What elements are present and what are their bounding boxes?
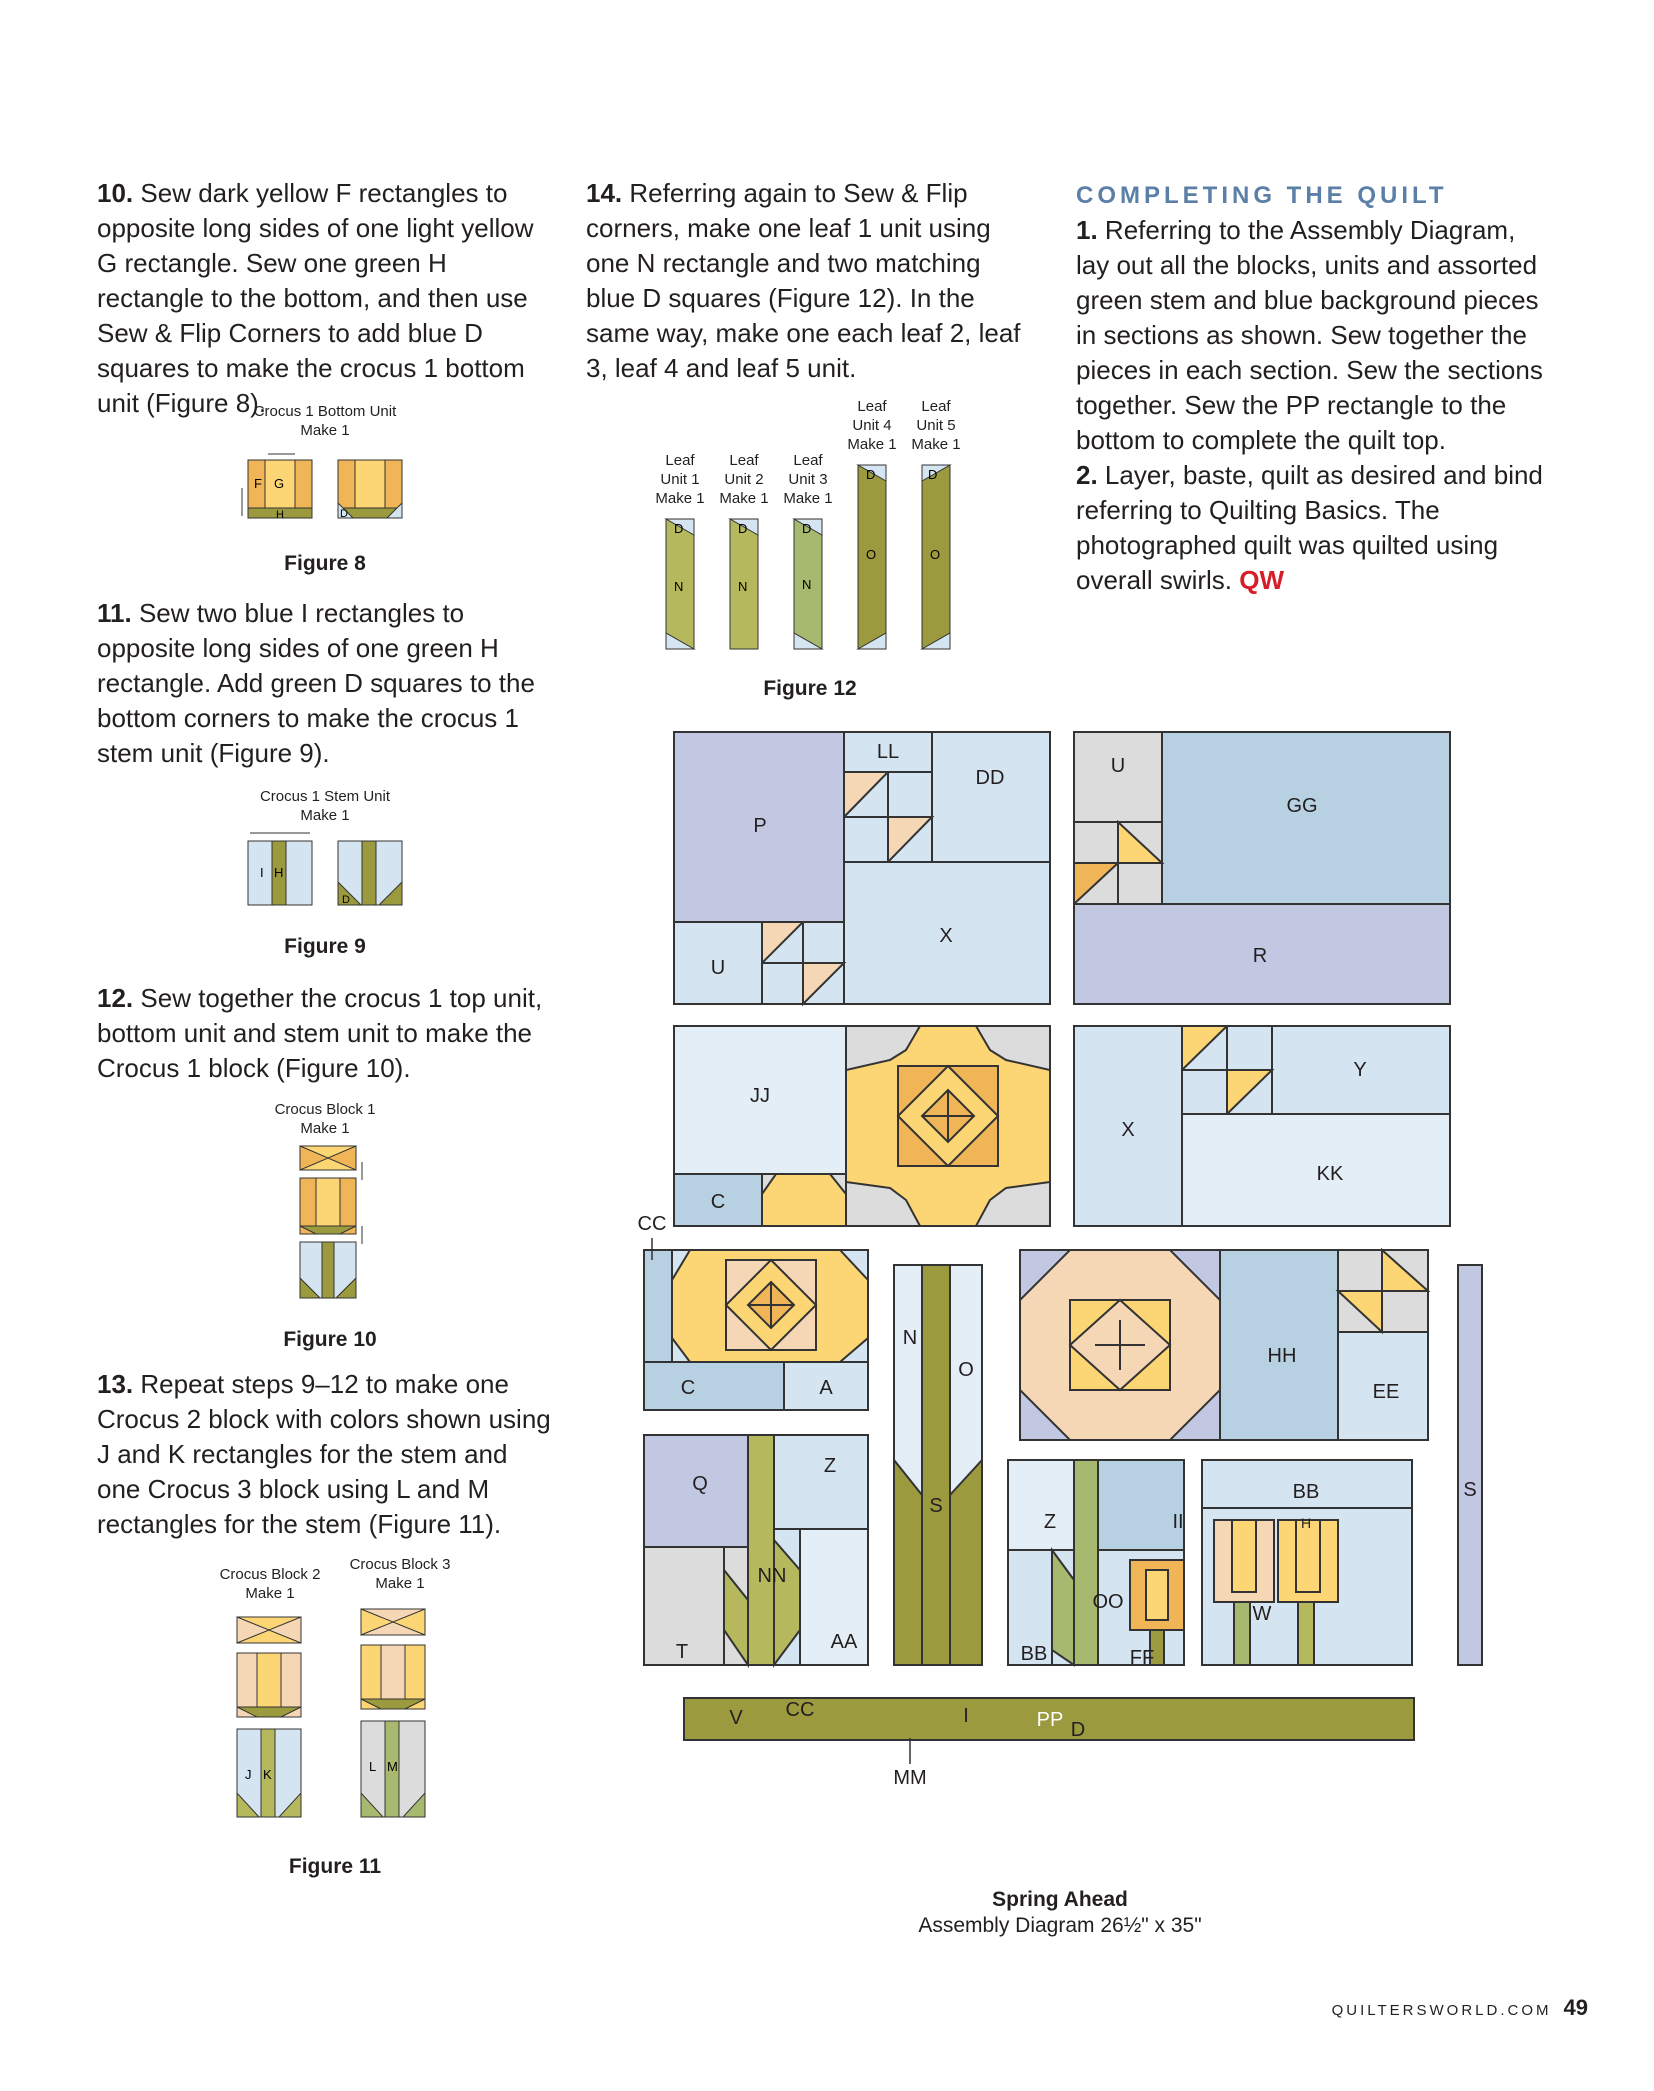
column-1c	[97, 981, 547, 1086]
figure-10-label: Crocus Block 1 Make 1	[274, 1101, 376, 1137]
svg-text:K: K	[263, 1767, 272, 1782]
label-NN: NN	[757, 1565, 787, 1587]
step-14: 14. Referring again to Sew & Flip corners, make one leaf 1 unit using one N rectangle and two matching blue D squares (Figure 12). In the same way, make one each leaf 2, leaf 3, leaf 4 and leaf 5 unit.	[586, 178, 1021, 383]
step-12: 12. Sew together the crocus 1 top unit, bottom unit and stem unit to make the Crocus 1 block (Figure 10).	[97, 983, 543, 1083]
leaf-label-3: Leaf Unit 3 Make 1	[783, 452, 833, 507]
figure-11-diagram	[205, 1607, 465, 1847]
label-O: O	[958, 1359, 974, 1381]
figure-12	[650, 395, 970, 705]
label-T: T	[675, 1641, 689, 1663]
svg-text:M: M	[387, 1759, 398, 1774]
label-V: V	[729, 1707, 743, 1729]
svg-text:O: O	[930, 547, 941, 562]
svg-text:J: J	[245, 1767, 252, 1782]
step-10: 10. Sew dark yellow F rectangles to opposite long sides of one light yellow G rectangle. Sew one green H rectangle to the bottom, and then use Sew & Flip Corners to add blue D squares to make the crocus 1 bottom unit (Figure 8).	[97, 178, 534, 418]
label-Z2: Z	[1043, 1511, 1057, 1533]
label-AA: AA	[830, 1631, 858, 1653]
svg-text:O: O	[866, 547, 877, 562]
svg-text:D: D	[866, 467, 876, 482]
label-S2: S	[1463, 1479, 1477, 1501]
label-DD: DD	[975, 767, 1005, 789]
label-JJ: JJ	[750, 1085, 770, 1107]
assembly-diagram	[630, 720, 1630, 1930]
step-13: 13. Repeat steps 9–12 to make one Crocus 2 block with colors shown using J and K rectangles for the stem and one Crocus 3 block using L and M rectangles for the stem (Figure 11).	[97, 1369, 551, 1539]
figure-10-caption: Figure 10	[283, 1328, 377, 1351]
svg-text:D: D	[342, 894, 350, 906]
label-BB1: BB	[1020, 1643, 1048, 1665]
column-1d	[97, 1367, 557, 1542]
column-3	[1076, 178, 1546, 598]
label-D: D	[1070, 1719, 1086, 1741]
section-heading: COMPLETING THE QUILT	[1076, 182, 1448, 209]
figure-11	[205, 1555, 465, 1885]
svg-text:N: N	[674, 579, 684, 594]
label-FF: FF	[1129, 1647, 1155, 1669]
step-11: 11. Sew two blue I rectangles to opposite long sides of one green H rectangle. Add green D squares to the bottom corners to make the crocus 1 stem unit (Figure 9).	[97, 598, 535, 768]
completing-step-2: 2. Layer, baste, quilt as desired and bind referring to Quilting Basics. The photographed quilt was quilted using overall swirls. QW	[1076, 460, 1543, 595]
svg-text:F: F	[254, 476, 262, 491]
footer-site: QUILTERSWORLD.COM	[1331, 2002, 1552, 2019]
figure-9-diagram	[230, 827, 420, 917]
qw-logo: QW	[1239, 565, 1285, 595]
label-S1: S	[929, 1495, 943, 1517]
assembly-title: Spring Ahead	[992, 1888, 1128, 1911]
label-A: A	[819, 1377, 833, 1399]
leaf-label-1: Leaf Unit 1 Make 1	[655, 452, 705, 507]
column-2	[586, 176, 1036, 386]
svg-text:G: G	[274, 476, 285, 491]
svg-text:N: N	[802, 577, 812, 592]
label-U1: U	[710, 957, 726, 979]
label-OO: OO	[1092, 1591, 1124, 1613]
label-H: H	[1300, 1515, 1312, 1531]
label-C2: C	[680, 1377, 696, 1399]
figure-12-diagram	[650, 395, 970, 655]
figure-12-caption: Figure 12	[763, 677, 857, 700]
label-Y: Y	[1353, 1059, 1367, 1081]
figure-11-label-b: Crocus Block 3 Make 1	[349, 1556, 451, 1592]
leaf-label-4: Leaf Unit 4 Make 1	[847, 398, 897, 453]
label-EE: EE	[1372, 1381, 1400, 1403]
figure-8-caption: Figure 8	[284, 552, 366, 575]
svg-text:D: D	[802, 521, 812, 536]
svg-text:I: I	[260, 865, 264, 880]
column-1	[97, 176, 547, 421]
label-P: P	[753, 815, 767, 837]
label-CC1: CC	[637, 1213, 667, 1235]
label-I: I	[963, 1705, 969, 1727]
figure-11-caption: Figure 11	[288, 1855, 382, 1878]
label-PP: PP	[1036, 1709, 1064, 1731]
label-HH: HH	[1267, 1345, 1297, 1367]
label-CC2: CC	[785, 1699, 815, 1721]
svg-text:D: D	[738, 521, 748, 536]
svg-text:D: D	[674, 521, 684, 536]
completing-step-1: 1. Referring to the Assembly Diagram, lay out all the blocks, units and assorted green stem and blue background pieces in sections as shown. Sew together the pieces in each section. Sew the sections together. Sew the PP rectangle to the bottom to complete the quilt top.	[1076, 215, 1543, 455]
label-X1: X	[939, 925, 953, 947]
page-number: 49	[1563, 1995, 1588, 2020]
figure-10	[240, 1100, 420, 1351]
label-C1: C	[710, 1191, 726, 1213]
figure-9-label: Crocus 1 Stem Unit Make 1	[259, 788, 391, 824]
label-R: R	[1252, 945, 1268, 967]
assembly-subtitle: Assembly Diagram 26½" x 35"	[918, 1914, 1202, 1937]
figure-10-diagram	[240, 1142, 420, 1312]
label-N: N	[902, 1327, 918, 1349]
assembly-caption	[880, 1887, 1240, 1939]
label-LL: LL	[876, 741, 900, 763]
figure-8-label: Crocus 1 Bottom Unit Make 1	[253, 403, 397, 439]
figure-11-label-a: Crocus Block 2 Make 1	[219, 1566, 321, 1602]
svg-text:H: H	[276, 509, 284, 521]
figure-8-diagram	[230, 448, 420, 528]
figure-9	[230, 787, 420, 967]
label-X2: X	[1121, 1119, 1135, 1141]
leaf-label-5: Leaf Unit 5 Make 1	[911, 398, 961, 453]
label-Z1: Z	[823, 1455, 837, 1477]
label-II: II	[1172, 1511, 1184, 1533]
label-BB2: BB	[1292, 1481, 1320, 1503]
label-W: W	[1252, 1603, 1272, 1625]
figure-8	[230, 402, 420, 582]
label-MM: MM	[893, 1767, 927, 1789]
label-KK: KK	[1316, 1163, 1344, 1185]
page-footer	[1332, 1995, 1588, 2021]
svg-text:L: L	[369, 1759, 377, 1774]
label-Q: Q	[692, 1473, 708, 1495]
svg-text:D: D	[340, 508, 348, 520]
column-1b	[97, 596, 547, 771]
figure-9-caption: Figure 9	[284, 935, 366, 958]
leaf-label-2: Leaf Unit 2 Make 1	[719, 452, 769, 507]
label-GG: GG	[1286, 795, 1318, 817]
svg-text:H: H	[274, 865, 284, 880]
svg-text:D: D	[928, 467, 938, 482]
label-U2: U	[1110, 755, 1126, 777]
svg-text:N: N	[738, 579, 748, 594]
